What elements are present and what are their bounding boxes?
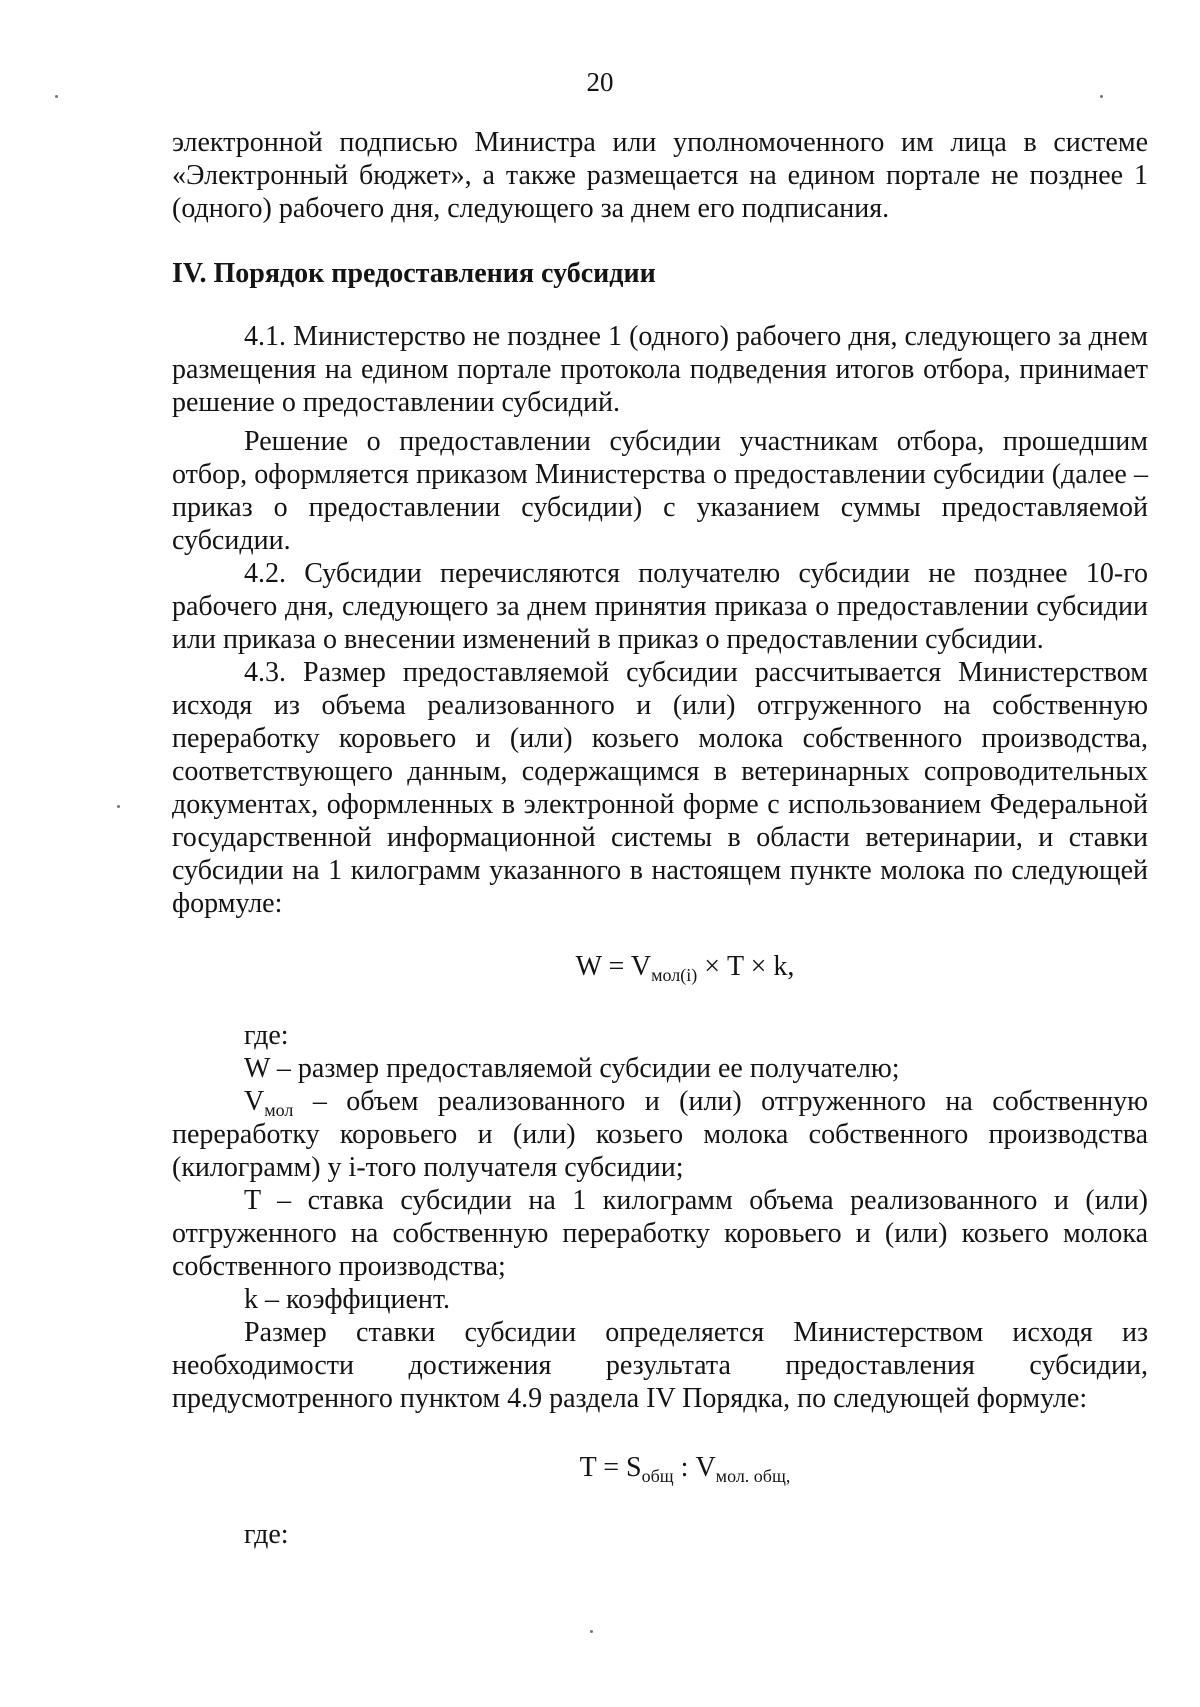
scan-speck: [1100, 95, 1103, 98]
rate-paragraph: Размер ставки субсидии определяется Министерством исходя из необходимости достижения результата предоставления субсидии, предусмотренного пунктом 4.9 раздела IV Порядка, по следующей формуле:: [172, 1317, 1148, 1414]
where-label: где:: [244, 1020, 289, 1051]
definition-v-subscript: мол: [264, 1100, 294, 1120]
page-number: 20: [586, 67, 614, 97]
formula2-lhs: T = S: [579, 1452, 642, 1483]
paragraph-4-1: 4.1. Министерство не позднее 1 (одного) рабочего дня, следующего за днем размещения на едином портале протокола подведения итогов отбора, принимает решение о предоставлении субсидий.: [172, 321, 1148, 418]
scan-speck: [590, 1630, 593, 1633]
definition-k: k – коэффициент.: [244, 1284, 450, 1315]
intro-paragraph: электронной подписью Министра или уполномоченного им лица в системе «Электронный бюджет», а также размещается на едином портале не позднее 1 (одного) рабочего дня, следующего за днем его подписания.: [172, 127, 1148, 224]
definition-t: T – ставка субсидии на 1 килограмм объема реализованного и (или) отгруженного на собственную переработку коровьего и (или) козьего молока собственного производства;: [172, 1185, 1148, 1282]
formula-rate: [172, 1451, 1148, 1484]
document-body: [172, 126, 1148, 1551]
section-heading: IV. Порядок предоставления субсидии: [172, 258, 656, 289]
formula1-subscript: мол(i): [651, 965, 698, 985]
formula2-subscript-1: общ: [641, 1466, 674, 1486]
definition-v-symbol: V: [244, 1086, 265, 1117]
scan-speck: [55, 95, 58, 98]
definition-v: [172, 1085, 1148, 1184]
formula-subsidy-amount: [172, 950, 1148, 983]
paragraph-4-3: 4.3. Размер предоставляемой субсидии рассчитывается Министерством исходя из объема реализованного и (или) отгруженного на собственную переработку коровьего и (или) козьего молока собственного производства, соответствующего данным, содержащимся в ветеринарных сопроводительных документах, оформленных в электронной форме с использованием Федеральной государственной информационной системы в области ветеринарии, и ставки субсидии на 1 килограмм указанного в настоящем пункте молока по следующей формуле:: [172, 657, 1148, 919]
definition-w: W – размер предоставляемой субсидии ее получателю;: [244, 1053, 900, 1084]
formula1-lhs: W = V: [575, 951, 652, 982]
formula2-subscript-2: мол. общ,: [715, 1466, 791, 1486]
paragraph-4-2: 4.2. Субсидии перечисляются получателю субсидии не позднее 10-го рабочего дня, следующего за днем принятия приказа о предоставлении субсидии или приказа о внесении изменений в приказ о предоставлении субсидии.: [172, 558, 1148, 655]
scan-speck: [117, 805, 120, 808]
where-label-2: где:: [244, 1519, 289, 1550]
formula2-mid: : V: [673, 1452, 716, 1483]
paragraph-decision: Решение о предоставлении субсидии участникам отбора, прошедшим отбор, оформляется приказом Министерства о предоставлении субсидии (далее – приказ о предоставлении субсидии) с указанием суммы предоставляемой субсидии.: [172, 426, 1148, 556]
definition-v-text: – объем реализованного и (или) отгруженного на собственную переработку коровьего и (или) козьего молока собственного производства (килограмм) у i-того получателя субсидии;: [172, 1086, 1148, 1183]
formula1-rhs: × T × k,: [697, 951, 795, 982]
